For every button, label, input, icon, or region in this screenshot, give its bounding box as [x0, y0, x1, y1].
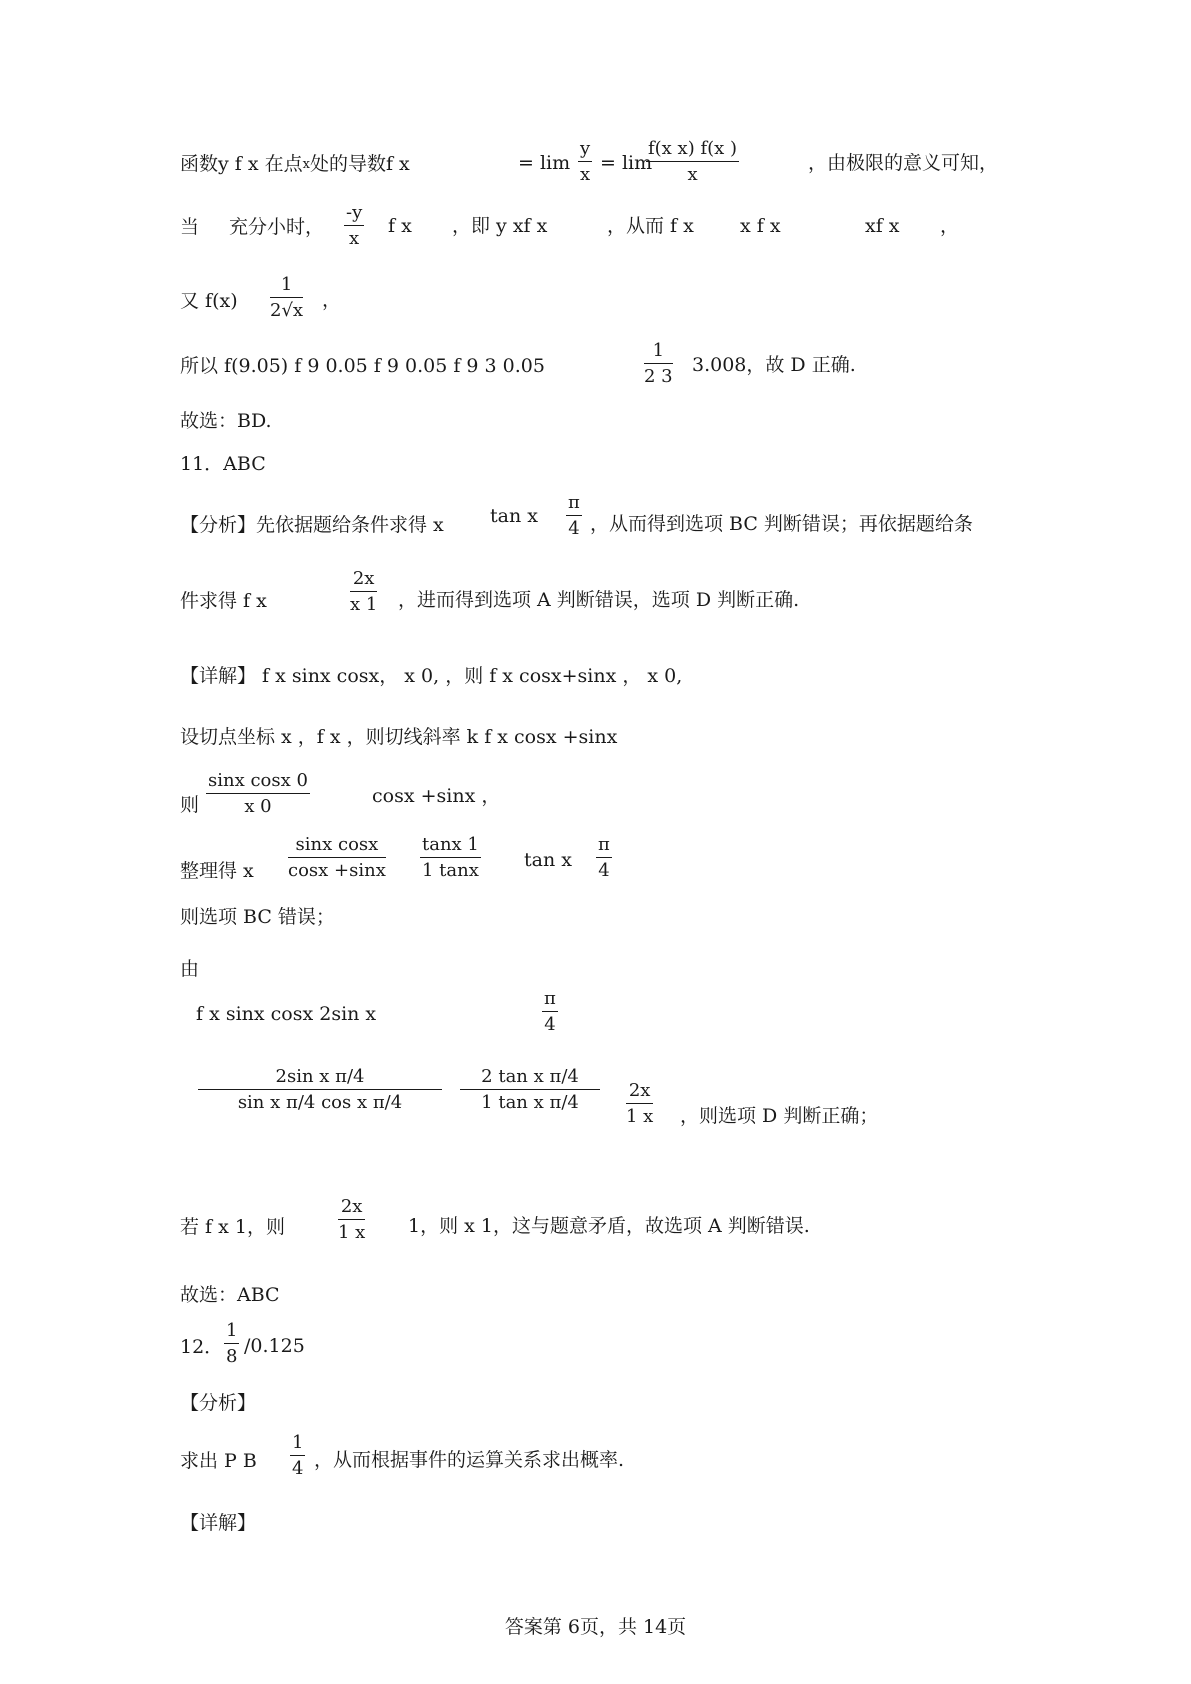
from-label: 由 — [180, 958, 200, 980]
fraction-2x-over-x2-plus-1: $\frac{2x}{x 1}$ — [350, 568, 378, 615]
squared-derivative: f x sinx cosx 2sin x — [196, 1003, 377, 1025]
question-11-heading: 11．ABC — [180, 453, 266, 475]
fraction-one-over-two-times-three: $\frac{1}{2 3}$ — [644, 340, 673, 387]
d-correct: ，则选项 D 判断正确； — [680, 1105, 879, 1127]
tan-xn: tan x — [490, 505, 538, 527]
fraction-one-over-two-sqrt-x: $\frac{1}{2√x}$ — [270, 274, 304, 321]
analysis-line-2-tail: ，进而得到选项 A 判断错误，选项 D 判断正确. — [398, 589, 800, 611]
approximation-line: 当 充分小时， — [180, 216, 325, 238]
analysis-line-2: 件求得 f x — [180, 590, 267, 612]
fraction-sin-cos: $\frac{\text{sinx cosx}}{\cos x +\sin x}$ — [288, 834, 386, 881]
detail-derivative-line: 【详解】 f x sinx cosx， x 0, ，则 f x cosx+sinx ， x 0, — [180, 665, 683, 687]
fraction-2x-over-1-minus-x2-2: $\frac{2x}{1 x}$ — [338, 1196, 366, 1243]
page-footer: 答案第 6页，共 14页 — [504, 1616, 687, 1638]
estimate-result: 3.008，故 D 正确. — [692, 354, 856, 376]
estimate-line: 所以 f(9.05) f 9 0.05 f 9 0.05 f 9 3 0.05 — [180, 355, 545, 377]
line2-h: ， — [940, 215, 960, 237]
tan-shift: tan x — [524, 849, 572, 871]
line1-tail: ，由极限的意义可知， — [808, 152, 999, 174]
question-12-heading: 12． — [180, 1336, 224, 1358]
simplify-label: 整理得 x — [180, 860, 254, 882]
analysis-line-1: 【分析】先依据题给条件求得 x — [180, 514, 444, 536]
fraction-tan: $\frac{\tan x 1}{1 \tan x}$ — [422, 834, 479, 881]
fraction-pi-over-4-2: $\frac{\pi}{4}$ — [598, 834, 610, 881]
line2-d: ，即 y xf x — [452, 215, 548, 237]
fraction-one-eighth: $\frac{1}{8}$ — [226, 1320, 238, 1367]
contradiction-line: 若 f x 1，则 — [180, 1216, 285, 1238]
answer-abc: 故选：ABC — [180, 1284, 280, 1306]
analysis-heading-12: 【分析】 — [180, 1392, 257, 1414]
contradiction-tail: 1，则 x 1，这与题意矛盾，故选项 A 判断错误. — [408, 1215, 810, 1237]
line3-tail: ， — [322, 289, 342, 311]
fraction-dy-dx-2: $\frac{-y}{x}$ — [346, 202, 363, 249]
fraction-one-quarter: $\frac{1}{4}$ — [292, 1432, 304, 1479]
line2-f: x f x — [740, 215, 781, 237]
line2-g: xf x — [865, 215, 900, 237]
line2-c: f x — [388, 215, 412, 237]
detail-heading-12: 【详解】 — [180, 1512, 257, 1534]
lim-1: = lim — [518, 152, 571, 174]
probability-tail: ，从而根据事件的运算关系求出概率. — [314, 1449, 625, 1471]
lim-2: = lim — [600, 152, 653, 174]
slope-rhs: cosx +sinx ， — [372, 785, 501, 807]
fraction-slope: $\frac{\text{sinx cosx 0}}{x 0}$ — [208, 770, 308, 817]
derivative-definition-line: 函数y f x 在点x处的导数f x — [180, 153, 410, 175]
bc-wrong: 则选项 BC 错误； — [180, 906, 335, 928]
answer-bd: 故选：BD. — [180, 410, 272, 432]
decimal-answer: /0.125 — [244, 1335, 305, 1357]
derivative-sqrt-line: 又 f(x) — [180, 290, 238, 312]
tangent-point-line: 设切点坐标 x ，f x ，则切线斜率 k f x cosx +sinx — [180, 726, 618, 748]
fraction-pi-over-4-3: $\frac{\pi}{4}$ — [544, 988, 556, 1035]
slope-equation-label: 则 — [180, 794, 200, 816]
fraction-pi-over-4: $\frac{\pi}{4}$ — [568, 492, 580, 539]
line2-e: ，从而 f x — [607, 215, 694, 237]
fraction-difference-quotient: $\frac{\text{f(x x) f(x )}}{x}$ — [648, 138, 738, 185]
fraction-2x-over-1-minus-x2: $\frac{2x}{1 x}$ — [626, 1080, 654, 1127]
fraction-double-angle: $\frac{\text{2sin x π/4}}{\text{sin x π/4 cos x π/4}}$ — [198, 1066, 442, 1113]
analysis-line-1-tail: ，从而得到选项 BC 判断错误；再依据题给条 — [590, 513, 973, 535]
probability-line: 求出 P B — [180, 1450, 257, 1472]
fraction-dy-dx: $\frac{y}{x}$ — [580, 138, 591, 185]
fraction-tan-double: $\frac{\text{2 tan x π/4}}{\text{1 tan x π/4}}$ — [460, 1066, 600, 1113]
